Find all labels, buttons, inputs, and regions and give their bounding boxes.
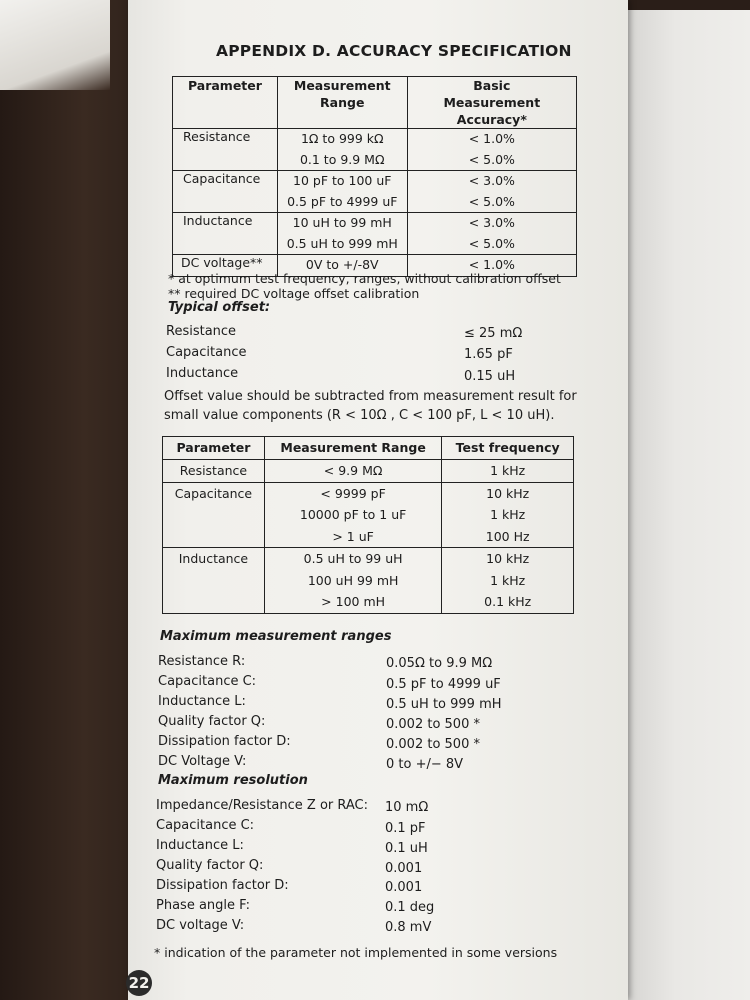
resolution-value: 0.8 mV: [385, 920, 432, 935]
resolution-label: Phase angle F:: [156, 898, 250, 913]
resolution-label: Impedance/Resistance Z or RAC:: [156, 798, 369, 813]
frequency-cell: 1 kHz: [442, 460, 574, 483]
param-cell: Resistance: [163, 460, 265, 483]
param-cell: Inductance: [173, 213, 278, 255]
offset-value: 1.65 pF: [464, 347, 513, 362]
param-cell: Capacitance: [163, 482, 265, 548]
table-row: [173, 171, 577, 213]
footnote-not-implemented: * indication of the parameter not implemented in some versions: [154, 945, 558, 960]
max-range-value: 0.5 uH to 999 mH: [386, 697, 502, 712]
max-resolution-heading: Maximum resolution: [158, 773, 308, 788]
offset-label: Inductance: [166, 366, 239, 381]
table-row: [173, 213, 577, 255]
resolution-label: Capacitance C:: [156, 818, 255, 833]
max-range-label: DC Voltage V:: [158, 754, 247, 769]
max-range-value: 0 to +/− 8V: [386, 757, 464, 772]
max-range-value: 0.5 pF to 4999 uF: [386, 677, 501, 692]
max-range-label: Inductance L:: [158, 694, 246, 709]
paper-corner: [0, 0, 110, 90]
param-cell: Inductance: [163, 548, 265, 614]
range-cell: 0.5 uH to 99 uH 100 uH 99 mH > 100 mH: [264, 548, 441, 614]
accuracy-cell: < 1.0% < 5.0%: [407, 129, 576, 171]
resolution-value: 0.1 deg: [385, 900, 435, 915]
max-range-value: 0.002 to 500 *: [386, 737, 480, 752]
table-row: [163, 460, 574, 483]
max-range-label: Resistance R:: [158, 654, 246, 669]
max-ranges-heading: Maximum measurement ranges: [160, 629, 392, 644]
range-cell: 10 uH to 99 mH 0.5 uH to 999 mH: [277, 213, 407, 255]
resolution-value: 0.1 uH: [385, 841, 428, 856]
page-title: APPENDIX D. ACCURACY SPECIFICATION: [216, 42, 572, 60]
resolution-label: Inductance L:: [156, 838, 244, 853]
max-range-label: Quality factor Q:: [158, 714, 266, 729]
manual-page: [128, 0, 628, 1000]
offset-value: 0.15 uH: [464, 369, 516, 384]
param-cell: Resistance: [173, 129, 278, 171]
resolution-label: DC voltage V:: [156, 918, 245, 933]
offset-label: Capacitance: [166, 345, 247, 360]
param-cell: DC voltage**: [173, 255, 278, 277]
range-cell: < 9999 pF 10000 pF to 1 uF > 1 uF: [264, 482, 441, 548]
next-page: [626, 10, 750, 1000]
resolution-value: 0.1 pF: [385, 821, 426, 836]
header-measurement-range: Measurement Range: [277, 77, 407, 129]
footnote-double-star: ** required DC voltage offset calibration: [168, 286, 420, 301]
header-parameter: Parameter: [163, 437, 265, 460]
offset-paragraph: Offset value should be subtracted from measurement result for small value components (R < 10Ω , C < 100 pF, L < 10 uH).: [164, 389, 577, 423]
range-cell: 10 pF to 100 uF 0.5 pF to 4999 uF: [277, 171, 407, 213]
table-row: [163, 548, 574, 614]
accuracy-cell: < 3.0% < 5.0%: [407, 171, 576, 213]
table-surface: [0, 0, 140, 1000]
footnote-single-star: * at optimum test frequency, ranges, without calibration offset: [168, 271, 561, 286]
max-range-label: Dissipation factor D:: [158, 734, 291, 749]
table-row: [173, 129, 577, 171]
max-range-value: 0.002 to 500 *: [386, 717, 480, 732]
resolution-label: Dissipation factor D:: [156, 878, 289, 893]
header-accuracy: Basic Measurement Accuracy*: [407, 77, 576, 129]
param-cell: Capacitance: [173, 171, 278, 213]
resolution-value: 10 mΩ: [385, 800, 429, 815]
table-header-row: [163, 437, 574, 460]
frequency-cell: 10 kHz 1 kHz 100 Hz: [442, 482, 574, 548]
max-range-label: Capacitance C:: [158, 674, 257, 689]
test-frequency-table: [162, 436, 574, 614]
range-cell: 0V to +/-8V: [277, 255, 407, 277]
range-cell: < 9.9 MΩ: [264, 460, 441, 483]
range-cell: 1Ω to 999 kΩ 0.1 to 9.9 MΩ: [277, 129, 407, 171]
resolution-label: Quality factor Q:: [156, 858, 264, 873]
resolution-value: 0.001: [385, 880, 423, 895]
table-header-row: [173, 77, 577, 129]
resolution-value: 0.001: [385, 861, 423, 876]
header-test-frequency: Test frequency: [442, 437, 574, 460]
frequency-cell: 10 kHz 1 kHz 0.1 kHz: [442, 548, 574, 614]
page-number: 22: [126, 970, 152, 996]
header-parameter: Parameter: [173, 77, 278, 129]
typical-offset-heading: Typical offset:: [168, 300, 271, 315]
accuracy-cell: < 1.0%: [407, 255, 576, 277]
accuracy-table: [172, 76, 577, 277]
max-range-value: 0.05Ω to 9.9 MΩ: [386, 656, 493, 671]
table-row: [163, 482, 574, 548]
header-measurement-range: Measurement Range: [264, 437, 441, 460]
accuracy-cell: < 3.0% < 5.0%: [407, 213, 576, 255]
offset-value: ≤ 25 mΩ: [464, 326, 523, 341]
offset-label: Resistance: [166, 324, 237, 339]
